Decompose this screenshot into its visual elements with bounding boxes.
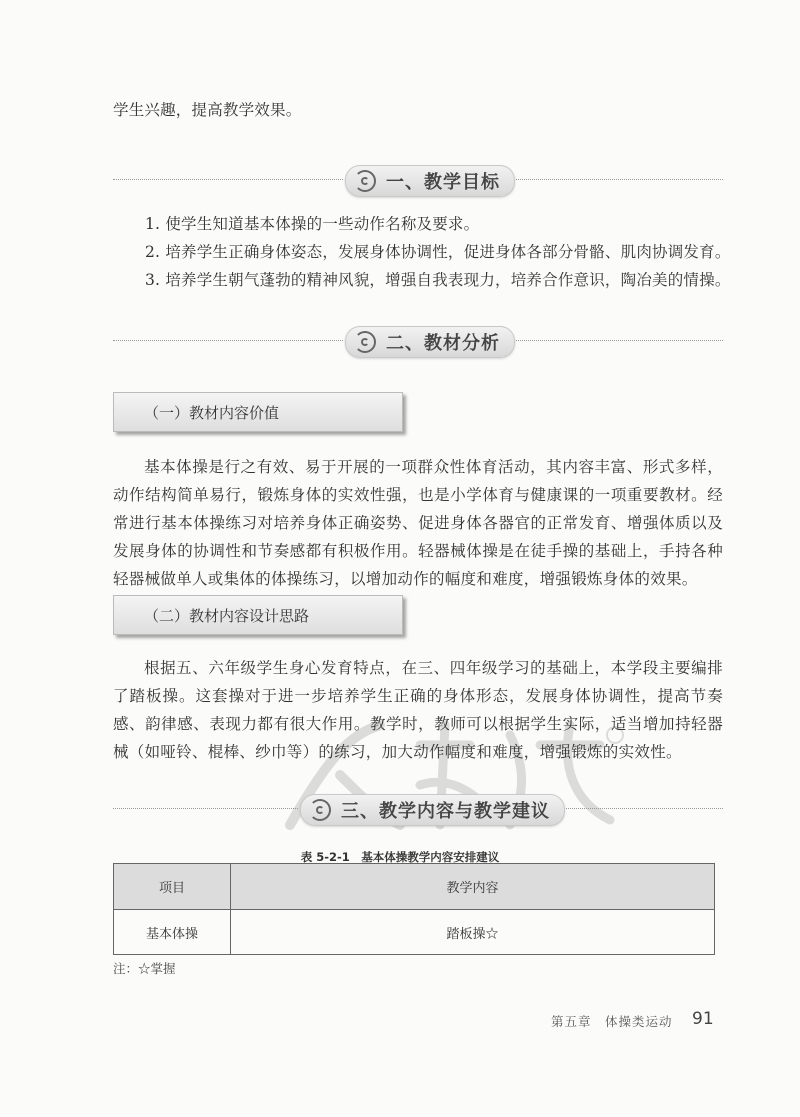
page-number: 91	[692, 1009, 714, 1029]
table-header-row	[114, 864, 715, 910]
footer-chapter: 第五章 体操类运动	[551, 1014, 673, 1029]
subsection-title-value: （一）教材内容价值	[113, 392, 403, 432]
section-heading-goals	[113, 165, 723, 195]
dotted-rule	[113, 808, 298, 809]
paragraph-design-ideas: 根据五、六年级学生身心发育特点，在三、四年级学习的基础上，本学段主要编排了踏板操。这套操对于进一步培养学生正确的身体形态，发展身体协调性，提高节奏感、韵律感、表现力都有很大作用。教学时，教师可以根据学生实际，适当增加持轻器械（如哑铃、棍棒、纱巾等）的练习，加大动作幅度和难度，增强锻炼的实效性。	[113, 659, 723, 761]
section-heading-analysis	[113, 326, 723, 356]
section-title: 一、教学目标	[386, 172, 500, 193]
content-arrangement-table	[113, 863, 715, 955]
dotted-rule	[493, 179, 723, 180]
table-header-cell: 教学内容	[231, 864, 715, 910]
goal-item: 1. 使学生知道基本体操的一些动作名称及要求。	[145, 215, 480, 233]
swirl-icon	[309, 799, 331, 821]
continued-text: 学生兴趣，提高教学效果。	[113, 101, 302, 119]
goal-item: 2. 培养学生正确身体姿态，发展身体协调性，促进身体各部分骨骼、肌肉协调发育。	[145, 243, 731, 261]
dotted-rule	[493, 340, 723, 341]
goal-item: 3. 培养学生朝气蓬勃的精神风貌，增强自我表现力，培养合作意识，陶冶美的情操。	[145, 271, 731, 289]
table-cell: 踏板操☆	[231, 910, 715, 955]
dotted-rule	[113, 179, 343, 180]
swirl-icon	[354, 170, 376, 192]
swirl-icon	[354, 331, 376, 353]
table-note: 注：☆掌握	[113, 961, 176, 976]
section-title: 二、教材分析	[386, 333, 500, 354]
table-row	[114, 910, 715, 955]
section-title: 三、教学内容与教学建议	[341, 801, 550, 822]
table-cell: 基本体操	[114, 910, 231, 955]
section-heading-content	[113, 794, 723, 824]
paragraph-content-value: 基本体操是行之有效、易于开展的一项群众性体育活动，其内容丰富、形式多样，动作结构简单易行，锻炼身体的实效性强，也是小学体育与健康课的一项重要教材。经常进行基本体操练习对培养身体正确姿势、促进身体各器官的正常发育、增强体质以及发展身体的协调性和节奏感都有积极作用。轻器械体操是在徒手操的基础上，手持各种轻器械做单人或集体的体操练习，以增加动作的幅度和难度，增强锻炼身体的效果。	[113, 458, 723, 588]
section-pill	[345, 165, 515, 197]
dotted-rule	[543, 808, 723, 809]
dotted-rule	[113, 340, 343, 341]
subsection-title-design: （二）教材内容设计思路	[113, 595, 403, 635]
table-caption: 表 5-2-1 基本体操教学内容安排建议	[300, 850, 500, 864]
section-pill	[345, 326, 515, 358]
section-pill	[300, 794, 565, 826]
table-header-cell: 项目	[114, 864, 231, 910]
